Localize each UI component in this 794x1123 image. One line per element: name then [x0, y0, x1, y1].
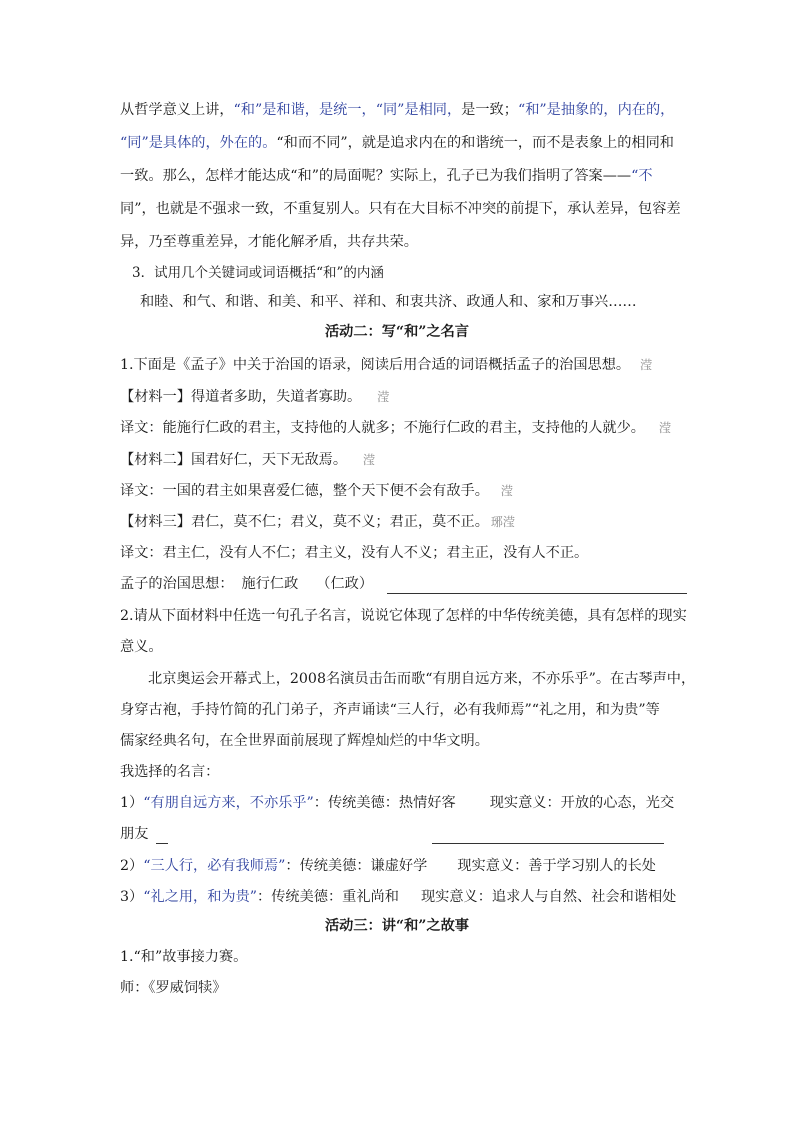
meaning-text: 现实意义：追求人与自然、社会和谐相处: [420, 889, 677, 905]
activity-2-heading: 活动二：写“和”之名言: [324, 324, 469, 340]
text-span: 一致。那么，怎样才能达成“和”的局面呢？实际上，孔子已为我们指明了答案——: [120, 168, 632, 184]
activity-3-teacher-line: 师：《罗威饲犊》: [120, 980, 227, 996]
paragraph-line: [120, 100, 674, 120]
choice-continuation: 朋友: [120, 826, 149, 842]
answer-text: 施行仁政: [241, 576, 299, 592]
question-3-answer: 和睦、和气、和谐、和美、和平、祥和、和衷共济、政通人和、家和万事兴……: [140, 294, 637, 310]
quote-span: “有朋自远方来，不亦乐乎”: [143, 795, 314, 811]
translation-2: [120, 481, 513, 501]
translation-1: [120, 418, 671, 438]
material-text: 得道者多助，失道者寡助。: [190, 389, 362, 405]
text-span: 从哲学意义上讲，: [120, 102, 234, 118]
quote-span: “和”是和谐，是统一，: [233, 102, 376, 118]
watermark-glyph: 滢: [658, 421, 671, 435]
watermark-glyph: 滢: [640, 358, 653, 372]
virtue-text: ：传统美德：谦虚好学: [285, 858, 428, 874]
paragraph-line: [120, 133, 674, 153]
text-span: 是一致；: [461, 102, 518, 118]
choice-number: 1）: [120, 795, 144, 811]
paragraph-line: 异，乃至尊重差异，才能化解矛盾，共存共荣。: [120, 234, 418, 250]
activity-2-question-1: [120, 355, 652, 375]
quote-span: “不: [631, 168, 653, 184]
material-label: 【材料二】: [120, 452, 191, 468]
answer-label: 孟子的治国思想：: [120, 576, 234, 592]
watermark-glyph: 滢: [500, 484, 513, 498]
choice-3: [120, 887, 676, 907]
activity-2-question-2-cont: 意义。: [120, 639, 163, 655]
mencius-thought-line: [120, 574, 687, 594]
choice-2: [120, 856, 656, 876]
material-paragraph-line: 儒家经典名句，在全世界面前展现了辉煌灿烂的中华文明。: [120, 733, 489, 749]
choice-number: 3）: [120, 889, 144, 905]
answer-blank-line: [387, 579, 687, 594]
watermark-glyph: 滢: [363, 453, 376, 467]
activity-3-heading: 活动三：讲“和”之故事: [324, 918, 469, 934]
answer-paren: （仁政）: [316, 576, 374, 592]
choice-number: 2）: [120, 858, 144, 874]
material-label: 【材料三】: [120, 514, 191, 530]
translation-text: 译文：一国的君主如果喜爱仁德，整个天下便不会有敌手。: [120, 483, 489, 499]
watermark-glyph: 滢: [377, 390, 390, 404]
choice-1: [120, 793, 674, 813]
virtue-text: ：传统美德：热情好客: [313, 795, 456, 811]
choice-1-cont: [120, 824, 664, 844]
text-span: “和而不同”，就是追求内在的和谐统一，而不是表象上的相同和: [276, 135, 674, 151]
virtue-text: ：传统美德：重礼尚和: [257, 889, 399, 905]
quote-span: “同”是具体的，外在的。: [120, 135, 277, 151]
watermark-glyph: 琊滢: [490, 515, 515, 529]
paragraph-line: [120, 166, 653, 186]
quote-span: “礼之用，和为贵”: [143, 889, 258, 905]
quote-span: “三人行，必有我师焉”: [143, 858, 286, 874]
quote-span: “同”是相同，: [375, 102, 462, 118]
material-paragraph-line: 北京奥运会开幕式上，2008名演员击缶而歌“有朋自远方来，不亦乐乎”。在古琴声中，: [148, 671, 696, 687]
material-3: [120, 512, 515, 532]
translation-text: 译文：能施行仁政的君主，支持他的人就多；不施行仁政的君主，支持他的人就少。: [120, 420, 645, 436]
activity-2-question-2: 2.请从下面材料中任选一句孔子名言，说说它体现了怎样的中华传统美德，具有怎样的现实: [120, 608, 687, 624]
meaning-text: 现实意义：开放的心态，光交: [489, 795, 675, 811]
answer-blank-line: [432, 829, 664, 844]
material-2: [120, 450, 375, 470]
material-label: 【材料一】: [120, 389, 191, 405]
blank-short: [156, 829, 168, 844]
quote-span: “和”是抽象的，内在的，: [517, 102, 675, 118]
chosen-quotes-label: 我选择的名言：: [120, 764, 220, 780]
meaning-text: 现实意义：善于学习别人的长处: [457, 858, 656, 874]
translation-3: 译文：君主仁，没有人不仁；君主义，没有人不义；君主正，没有人不正。: [120, 545, 589, 561]
activity-3-question-1: 1.“和”故事接力赛。: [120, 949, 248, 965]
material-text: 国君好仁，天下无敌焉。: [190, 452, 348, 468]
material-paragraph-line: 身穿古袍，手持竹简的孔门弟子，齐声诵读“三人行，必有我师焉”“礼之用，和为贵”等: [120, 702, 660, 718]
material-text: 君仁，莫不仁；君义，莫不义；君正，莫不正。: [190, 514, 489, 530]
question-text: 1.下面是《孟子》中关于治国的语录，阅读后用合适的词语概括孟子的治国思想。: [120, 357, 631, 373]
question-3-title: 3．试用几个关键词或词语概括“和”的内涵: [132, 265, 384, 281]
paragraph-line: 同”，也就是不强求一致，不重复别人。只有在大目标不冲突的前提下，承认差异，包容差: [120, 201, 681, 217]
material-1: [120, 387, 389, 407]
